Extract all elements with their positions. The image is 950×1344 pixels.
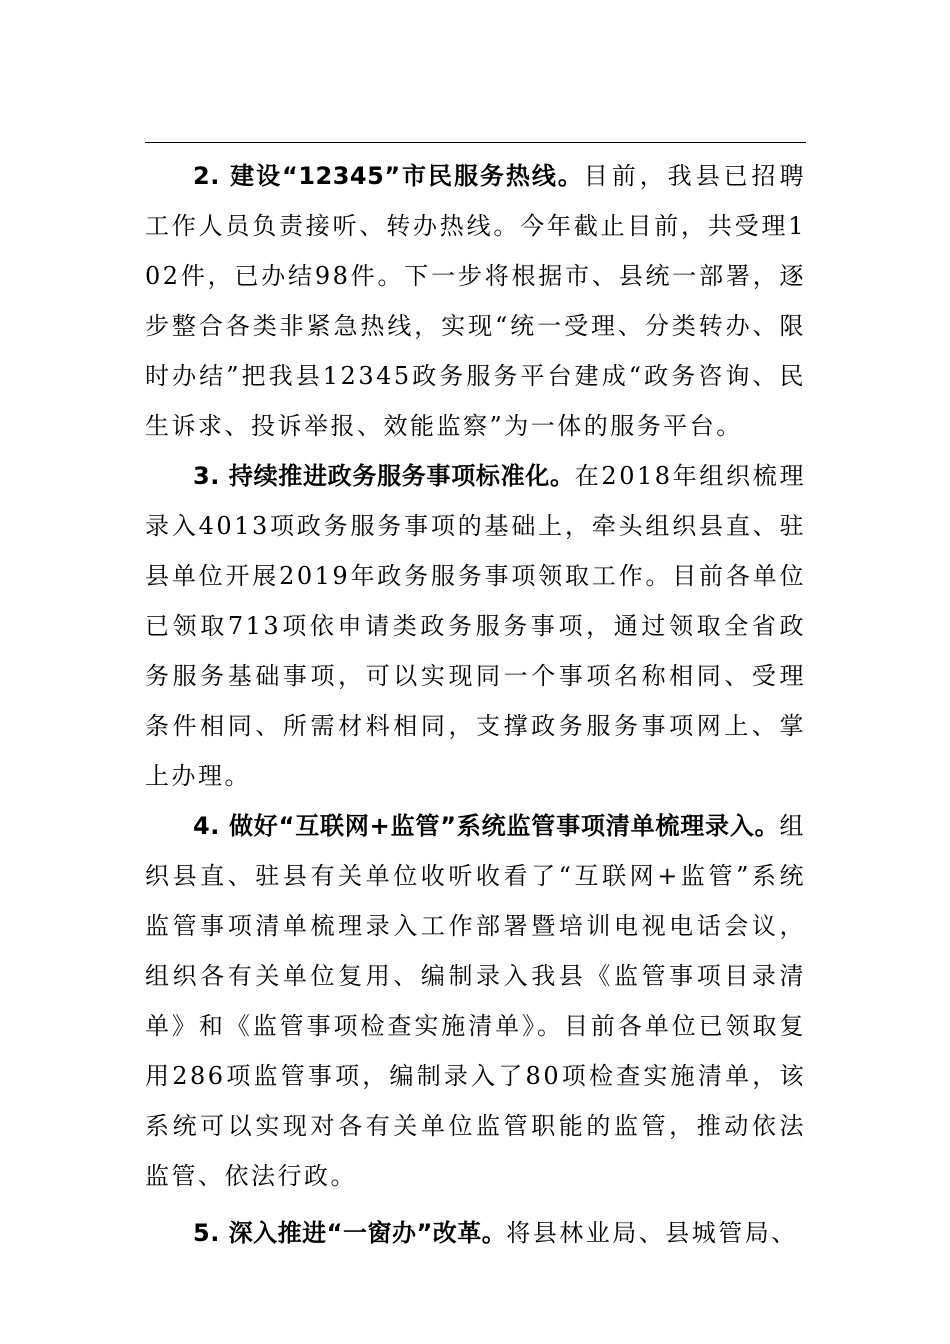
section-heading: 2. 建设“12345”市民服务热线。 <box>193 162 584 190</box>
section-internet-supervision <box>145 801 806 1201</box>
section-heading: 4. 做好“互联网+监管”系统监管事项清单梳理录入。 <box>193 812 780 840</box>
section-heading: 5. 深入推进“一窗办”改革。 <box>193 1219 507 1247</box>
section-body: 组织县直、驻县有关单位收听收看了“互联网+监管”系统监管事项清单梳理录入工作部署暨培训电视电话会议，组织各有关单位复用、编制录入我县《监管事项目录清单》和《监管事项检查实施清单》。目前各单位已领取复用286项监管事项，编制录入了80项检查实施清单，该系统可以实现对各有关单位监管职能的监管，推动依法监管、依法行政。 <box>145 812 806 1190</box>
section-heading: 3. 持续推进政务服务事项标准化。 <box>193 462 575 490</box>
document-body <box>145 151 806 1258</box>
section-standardization <box>145 451 806 801</box>
section-one-window <box>145 1208 806 1258</box>
section-hotline <box>145 151 806 451</box>
top-rule-divider <box>145 142 806 143</box>
section-body: 目前，我县已招聘工作人员负责接听、转办热线。今年截止目前，共受理102件，已办结98件。下一步将根据市、县统一部署，逐步整合各类非紧急热线，实现“统一受理、分类转办、限时办结”把我县12345政务服务平台建成“政务咨询、民生诉求、投诉举报、效能监察”为一体的服务平台。 <box>145 162 807 440</box>
section-body: 在2018年组织梳理录入4013项政务服务事项的基础上，牵头组织县直、驻县单位开展2019年政务服务事项领取工作。目前各单位已领取713项依申请类政务服务事项，通过领取全省政务服务基础事项，可以实现同一个事项名称相同、受理条件相同、所需材料相同，支撑政务服务事项网上、掌上办理。 <box>145 462 807 790</box>
section-body: 将县林业局、县城管局、 <box>506 1219 798 1247</box>
